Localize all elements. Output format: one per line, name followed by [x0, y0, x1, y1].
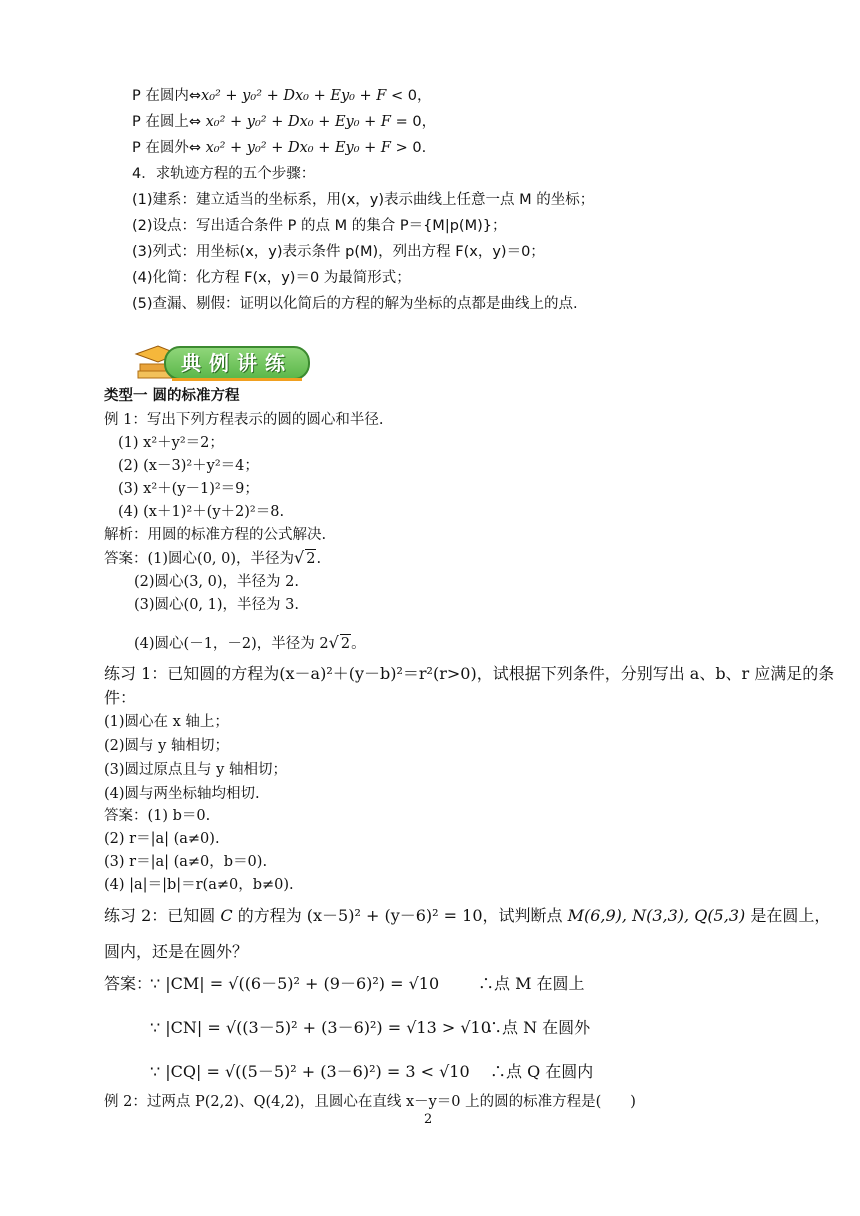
practice2-conclusion-3: ∴点 Q 在圆内 — [490, 1062, 594, 1081]
practice2-equation: 的方程为 (x－5)² + (y－6)² = 10，试判断点 — [232, 906, 568, 925]
answer-4-suffix: 。 — [351, 636, 366, 652]
point-on-condition — [132, 112, 436, 132]
circle-name: C — [220, 906, 233, 925]
banner-title: 典例讲练 — [164, 346, 310, 380]
step-1: (1)建系：建立适当的坐标系，用(x，y)表示曲线上任意一点 M 的坐标； — [132, 192, 595, 208]
answer-4-root: 2 — [340, 636, 351, 652]
practice1-condition-3: (3)圆过原点且与 y 轴相切； — [104, 762, 287, 778]
practice2-result-2: ∵ |CN| = √((3－5)² + (3－6)²) = √13 > √10 — [150, 1018, 491, 1037]
step-5: (5)查漏、剔假：证明以化简后的方程的解为坐标的点都是曲线上的点. — [132, 296, 578, 312]
sqrt-icon: √ — [294, 548, 305, 567]
example1-item-3: (3) x²＋(y－1)²＝9； — [118, 481, 259, 497]
section-banner — [132, 340, 312, 382]
example1-item-2: (2) (x－3)²＋y²＝4； — [118, 458, 259, 474]
answer-label: 答案： — [104, 551, 148, 567]
practice1-question-line1: 练习 1：已知圆的方程为(x－a)²＋(y－b)²＝r²(r>0)，试根据下列条件，分别写出 a、b、r 应满足的条 — [104, 664, 835, 683]
answer-1-suffix: . — [316, 551, 322, 567]
on-tail: = 0， — [390, 114, 437, 130]
practice2-intro: 练习 2：已知圆 — [104, 906, 221, 925]
practice1-question-line2: 件： — [104, 688, 137, 707]
example1-question: 例 1：写出下列方程表示的圆的圆心和半径. — [104, 412, 384, 428]
page-number: 2 — [424, 1112, 433, 1127]
example1-answer-3: (3)圆心(0, 1)，半径为 3. — [134, 597, 299, 613]
point-inside-condition — [132, 86, 431, 106]
practice1-condition-1: (1)圆心在 x 轴上； — [104, 714, 229, 730]
practice2-conclusion-1: ∴点 M 在圆上 — [478, 974, 585, 993]
section-title: 类型一 圆的标准方程 — [104, 388, 240, 404]
practice2-result-3: ∵ |CQ| = √((5－5)² + (3－6)²) = 3 < √10 — [150, 1062, 470, 1081]
practice1-answer-4: (4) |a|＝|b|＝r(a≠0，b≠0). — [104, 877, 294, 893]
practice1-answer-2: (2) r＝|a| (a≠0). — [104, 831, 220, 847]
practice2-points: M(6,9), N(3,3), Q(5,3) — [567, 906, 746, 925]
example1-item-1: (1) x²＋y²＝2； — [118, 435, 224, 451]
sqrt-icon: √ — [328, 633, 339, 652]
practice2-tail: 是在圆上， — [745, 906, 831, 925]
answer-1-text: (1)圆心(0, 0)，半径为 — [147, 551, 295, 567]
step-3: (3)列式：用坐标(x，y)表示条件 p(M)，列出方程 F(x，y)＝0； — [132, 244, 545, 260]
banner-underline — [172, 378, 302, 381]
inside-tail: < 0， — [386, 88, 432, 104]
practice2-conclusion-2: ∴点 N 在圆外 — [486, 1018, 591, 1037]
answer-4-text: (4)圆心(－1，－2)，半径为 2 — [134, 636, 329, 652]
example1-answer-1 — [104, 548, 321, 569]
outside-tail: > 0. — [390, 140, 427, 156]
outside-expression: x₀² + y₀² + Dx₀ + Ey₀ + F — [205, 140, 391, 156]
example1-item-4: (4) (x＋1)²＋(y＋2)²＝8. — [118, 504, 285, 520]
practice1-condition-4: (4)圆与两坐标轴均相切. — [104, 786, 260, 802]
practice1-condition-2: (2)圆与 y 轴相切； — [104, 738, 229, 754]
steps-heading: 4．求轨迹方程的五个步骤： — [132, 166, 316, 182]
example2-question: 例 2：过两点 P(2,2)、Q(4,2)，且圆心在直线 x－y＝0 上的圆的标准方程是( ) — [104, 1094, 636, 1110]
practice1-answer-1: 答案：(1) b＝0. — [104, 808, 211, 824]
practice2-result-1: ∵ |CM| = √((6－5)² + (9－6)²) = √10 — [150, 974, 440, 993]
inside-expression: x₀² + y₀² + Dx₀ + Ey₀ + F — [201, 88, 387, 104]
on-label: P 在圆上⇔ — [132, 114, 206, 130]
answer-1-root: 2 — [306, 551, 316, 567]
step-4: (4)化简：化方程 F(x，y)＝0 为最简形式； — [132, 270, 411, 286]
practice2-answer-label: 答案： — [104, 974, 153, 993]
point-outside-condition — [132, 138, 426, 158]
practice2-question-line2: 圆内，还是在圆外？ — [104, 942, 249, 961]
example1-analysis: 解析：用圆的标准方程的公式解决. — [104, 527, 327, 543]
on-expression: x₀² + y₀² + Dx₀ + Ey₀ + F — [205, 114, 391, 130]
step-2: (2)设点：写出适合条件 P 的点 M 的集合 P＝{M|p(M)}； — [132, 218, 507, 234]
practice2-question-line1 — [104, 906, 830, 926]
example1-answer-4 — [134, 633, 366, 654]
inside-label: P 在圆内⇔ — [132, 88, 202, 104]
example1-answer-2: (2)圆心(3, 0)，半径为 2. — [134, 574, 299, 590]
practice1-answer-3: (3) r＝|a| (a≠0，b＝0). — [104, 854, 268, 870]
outside-label: P 在圆外⇔ — [132, 140, 206, 156]
